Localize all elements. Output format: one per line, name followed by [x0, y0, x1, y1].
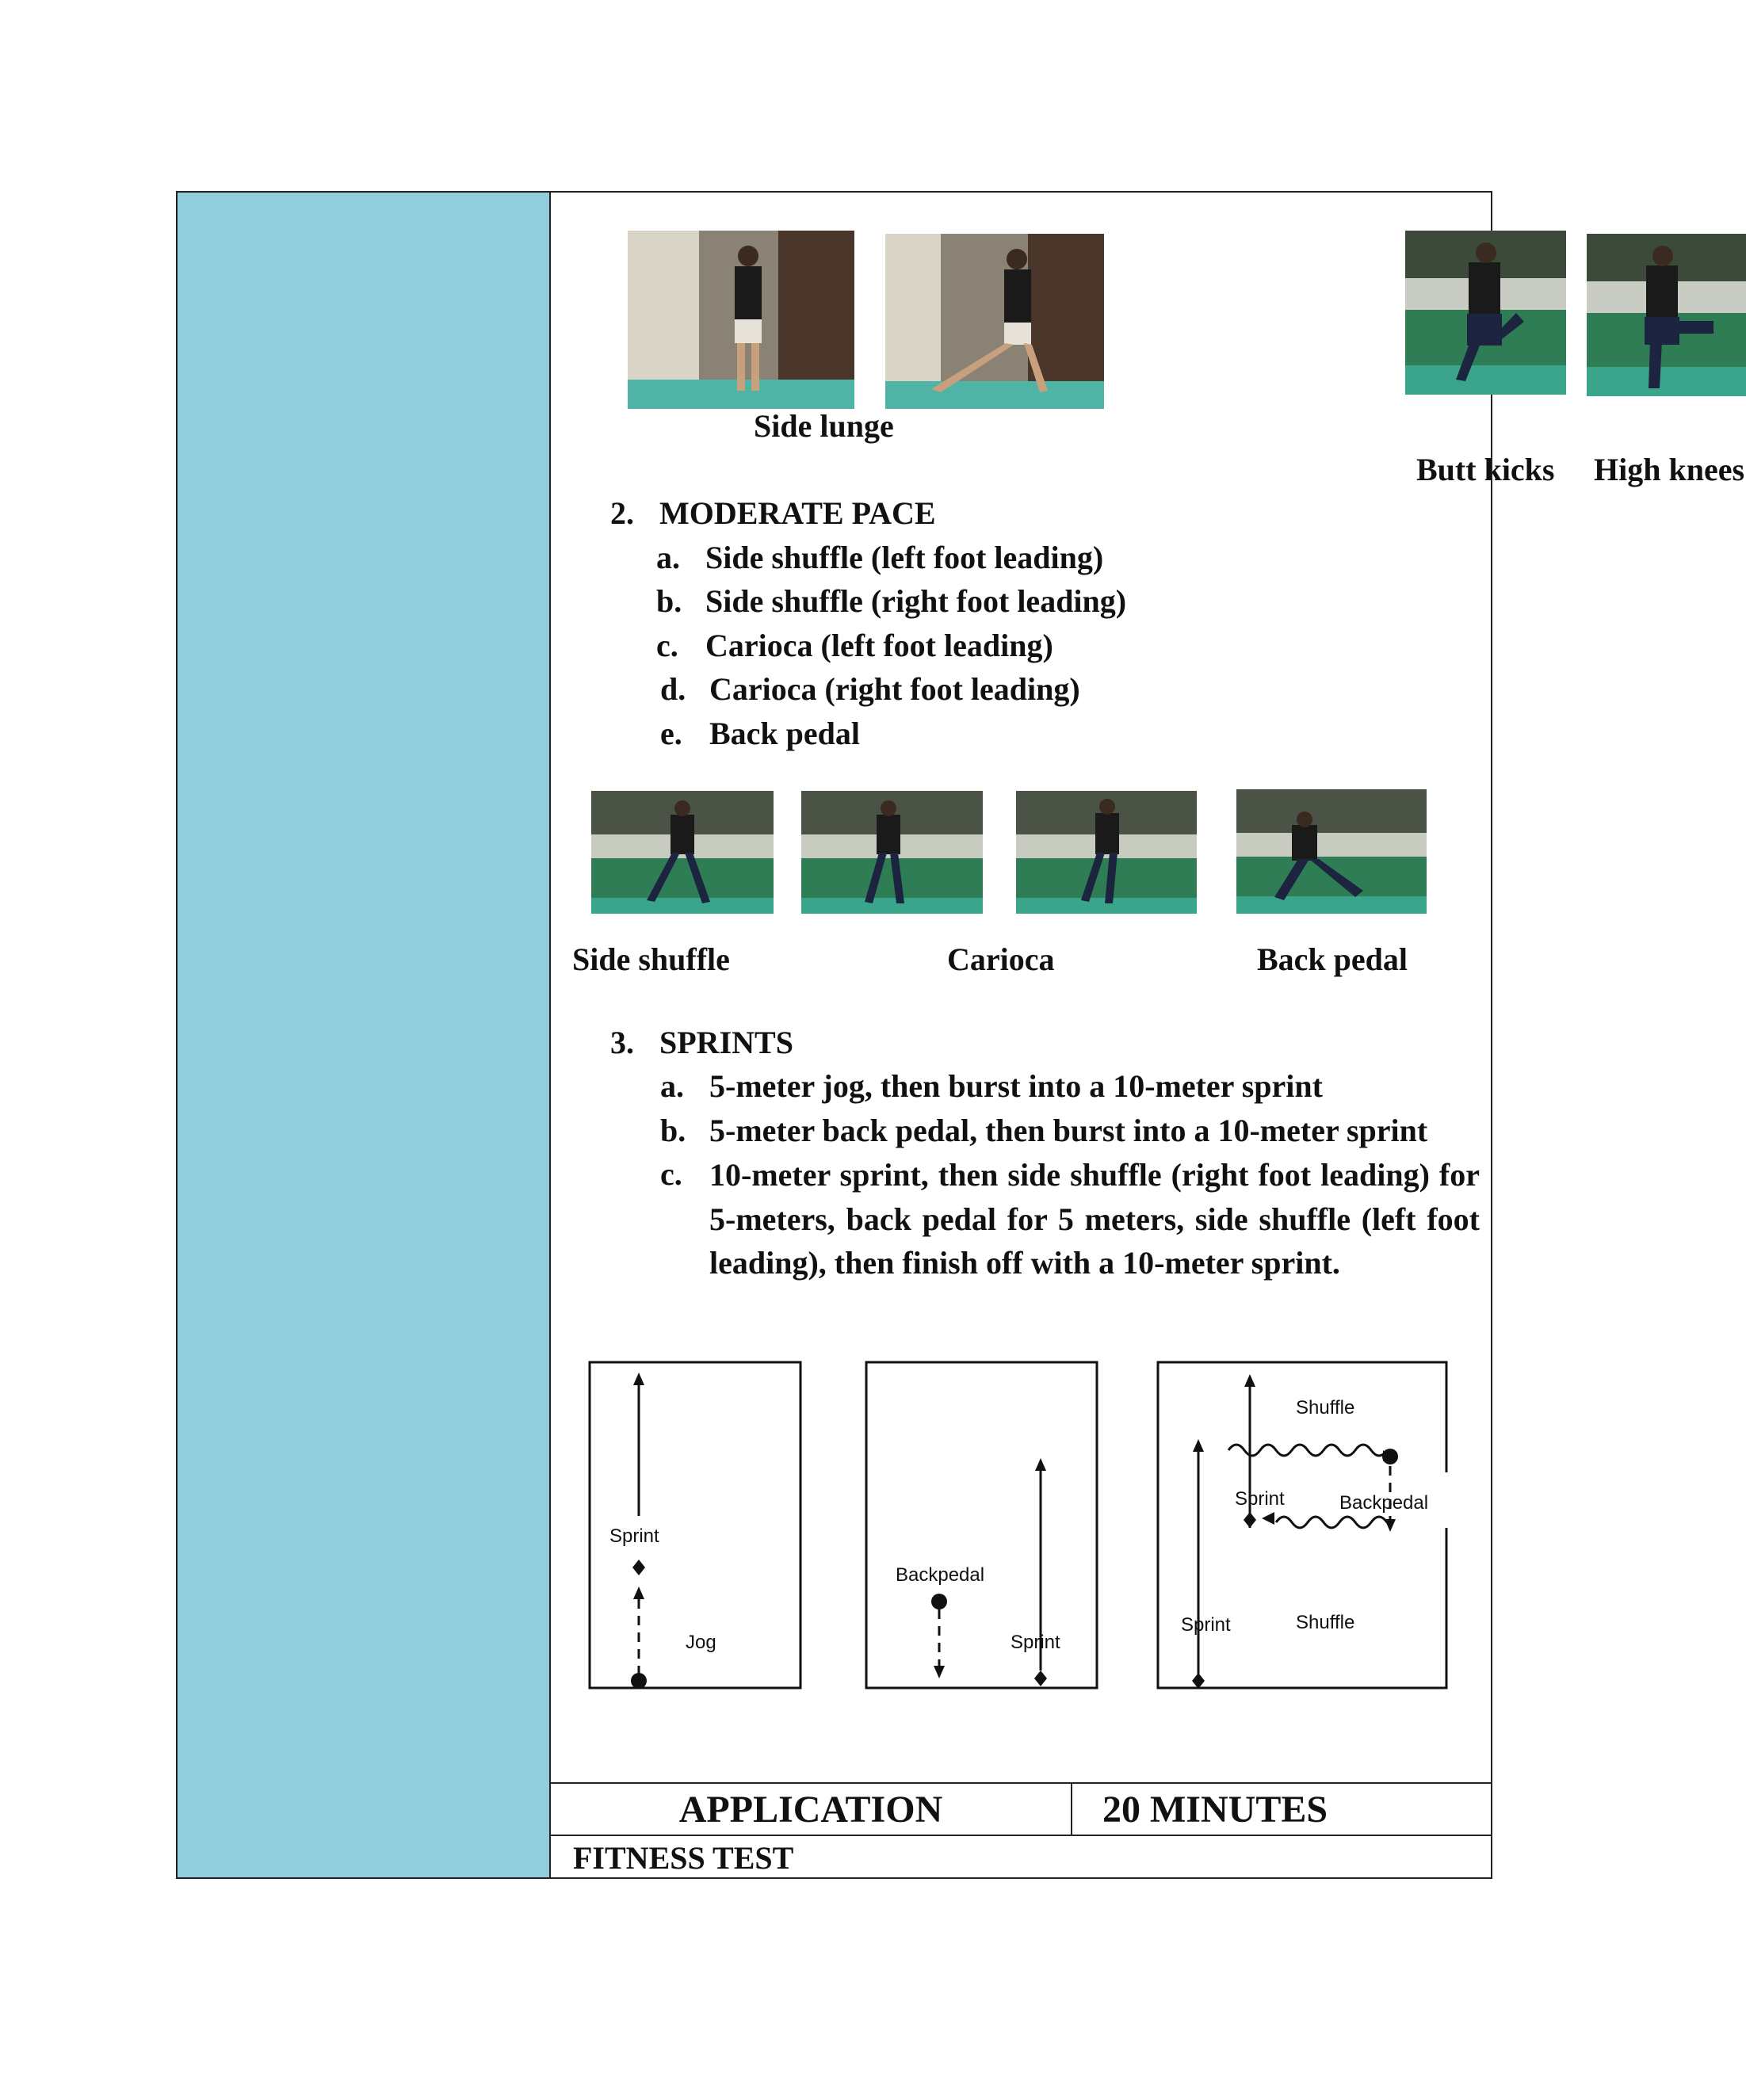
diagram-label-shuffle: Shuffle: [1296, 1397, 1355, 1418]
diagram-label-shuffle: Shuffle: [1296, 1612, 1355, 1633]
high-knees-photo: [1587, 234, 1746, 396]
section-number: 3.: [610, 1025, 634, 1060]
application-row: [551, 1782, 1491, 1836]
page-frame: [176, 191, 1745, 1879]
section-sprints-heading: [610, 1024, 793, 1061]
duration-label: 20 MINUTES: [1102, 1788, 1328, 1831]
list-item-text: 10-meter sprint, then side shuffle (right foot leading) for 5-meters, back pedal for 5 meters, side shuffle (left foot leading), then finish off with a 10-meter sprint.: [709, 1157, 1480, 1281]
fitness-test-label: FITNESS TEST: [573, 1840, 794, 1876]
caption-high-knees: High knees: [1594, 452, 1745, 487]
backpedal-sprint-diagram: [865, 1361, 1099, 1690]
list-item: a. 5-meter jog, then burst into a 10-meter sprint: [660, 1068, 1323, 1104]
caption-carioca: Carioca: [947, 941, 1055, 977]
application-label: APPLICATION: [551, 1784, 1072, 1835]
section-moderate-pace-heading: [610, 494, 936, 532]
combo-drill-diagram: [1157, 1361, 1450, 1690]
section-title: MODERATE PACE: [659, 495, 936, 531]
butt-kicks-photo: [1405, 231, 1566, 395]
list-item: b. Side shuffle (right foot leading): [656, 583, 1127, 619]
list-item: c. Carioca (left foot leading): [656, 628, 1053, 663]
side-lunge-photo-2: [885, 234, 1104, 409]
list-item: b. 5-meter back pedal, then burst into a 10-meter sprint: [660, 1113, 1428, 1148]
caption-butt-kicks: Butt kicks: [1416, 452, 1555, 487]
section-title: SPRINTS: [659, 1025, 793, 1060]
caption-back-pedal: Back pedal: [1257, 941, 1408, 977]
list-item: e. Back pedal: [660, 716, 861, 751]
caption-side-lunge: Side lunge: [754, 408, 894, 444]
side-lunge-photo-1: [628, 231, 854, 409]
diagram-label-sprint: Sprint: [1011, 1632, 1060, 1653]
side-shuffle-photo: [591, 791, 774, 914]
fitness-test-row: [551, 1836, 1491, 1880]
back-pedal-photo: [1236, 789, 1427, 914]
diagram-label-sprint: Sprint: [1235, 1488, 1285, 1510]
jog-sprint-diagram: [589, 1361, 803, 1690]
carioca-photo-2: [1016, 791, 1197, 914]
list-item: d. Carioca (right foot leading): [660, 671, 1080, 707]
caption-side-shuffle: Side shuffle: [572, 941, 730, 977]
diagram-label-backpedal: Backpedal: [1339, 1492, 1429, 1514]
diagram-label-sprint: Sprint: [1181, 1614, 1231, 1636]
diagram-label-sprint: Sprint: [609, 1525, 659, 1547]
content-panel: Side lunge Butt kicks High knees 2. MODERATE PACE a. Side shuffle (left foot leading) b. Side shuffle (right foot leading) c. Carioca (left foot leading) d. Carioca (right foot leading) e. Back pedal Side shuffle Carioca Back pedal 3. SPRINTS a. 5-meter jog, then burst into a 10-meter sprint b. 5-meter back pedal, then burst into a 10-meter sprint c. 10-meter sprint, then side shuffle (right foot leading) for 5-meters, back pedal for 5 meters, side shuffle (left foot leading), then finish off with a 10-meter sprint. Sprint Jog Backpedal Sprint Shuffle Backpedal Sprint Shuffle Sprint APPLICATION 20 MINUTES FITNESS TEST: [551, 193, 1491, 1877]
diagram-label-backpedal: Backpedal: [896, 1564, 985, 1586]
diagram-label-jog: Jog: [686, 1632, 716, 1653]
sidebar-panel: [178, 193, 551, 1877]
section-number: 2.: [610, 495, 634, 531]
carioca-photo-1: [801, 791, 983, 914]
list-item: a. Side shuffle (left foot leading): [656, 540, 1104, 575]
